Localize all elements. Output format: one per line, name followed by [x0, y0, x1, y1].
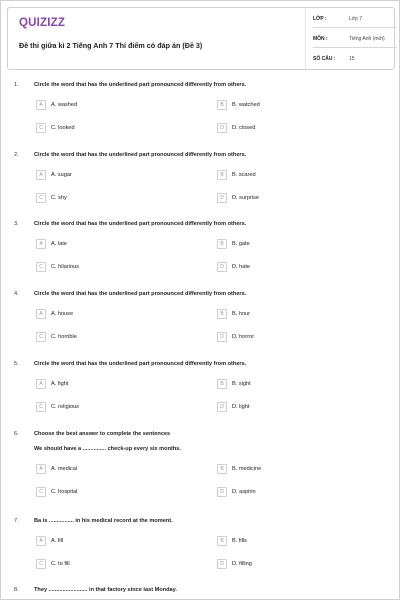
- option-letter-box[interactable]: C: [36, 123, 46, 133]
- option-letter-box[interactable]: A: [36, 100, 46, 110]
- question-number: 8.: [14, 587, 19, 593]
- option-text: B. fills: [232, 537, 247, 544]
- option-text: C. looked: [51, 124, 75, 131]
- meta-value: 15: [349, 56, 355, 62]
- option-letter-box[interactable]: B: [217, 239, 227, 249]
- question-number: 5.: [14, 361, 19, 367]
- question-number: 6.: [14, 431, 19, 437]
- option-letter-box[interactable]: D: [217, 402, 227, 412]
- option-letter-box[interactable]: D: [217, 332, 227, 342]
- question-text: They ......................... in that factory since last Monday.: [34, 587, 177, 593]
- option-letter-box[interactable]: C: [36, 487, 46, 497]
- option-letter-box[interactable]: C: [36, 262, 46, 272]
- meta-panel: [305, 8, 396, 71]
- option-text: A. sugar: [51, 171, 72, 178]
- option-letter-box[interactable]: A: [36, 536, 46, 546]
- meta-row-class: [313, 8, 397, 28]
- option-text: B. sight: [232, 380, 251, 387]
- option-text: A. fill: [51, 537, 64, 544]
- option-text: D. aspirin: [232, 488, 256, 495]
- option-letter-box[interactable]: A: [36, 170, 46, 180]
- question-text: Ba is ................ in his medical record at the moment.: [34, 518, 173, 524]
- question-number: 1.: [14, 82, 19, 88]
- option-letter-box[interactable]: D: [217, 123, 227, 133]
- option-text: D. filling: [232, 560, 252, 567]
- option-text: D. hate: [232, 263, 251, 270]
- option-letter-box[interactable]: B: [217, 536, 227, 546]
- option-text: B. hour: [232, 310, 251, 317]
- option-letter-box[interactable]: A: [36, 379, 46, 389]
- meta-row-count: [313, 48, 397, 68]
- option-text: D. surprise: [232, 194, 260, 201]
- option-letter-box[interactable]: D: [217, 262, 227, 272]
- option-letter-box[interactable]: A: [36, 239, 46, 249]
- option-letter-box[interactable]: B: [217, 309, 227, 319]
- meta-value: Tiếng Anh (mới): [349, 36, 385, 42]
- question-number: 2.: [14, 152, 19, 158]
- quizizz-logo[interactable]: QUIZIZZ: [19, 17, 66, 29]
- worksheet-title: Đề thi giữa kì 2 Tiếng Anh 7 Thí điểm có đáp án (Đề 3): [19, 41, 203, 50]
- question-text: Circle the word that has the underlined part pronounced differently from others.: [34, 221, 247, 227]
- option-letter-box[interactable]: D: [217, 559, 227, 569]
- option-text: C. horrible: [51, 333, 77, 340]
- question-text: Circle the word that has the underlined part pronounced differently from others.: [34, 361, 247, 367]
- option-text: C. to fill: [51, 560, 70, 567]
- option-text: A. medical: [51, 465, 78, 472]
- question-number: 7.: [14, 518, 19, 524]
- option-letter-box[interactable]: B: [217, 100, 227, 110]
- question-number: 3.: [14, 221, 19, 227]
- option-text: C. shy: [51, 194, 67, 201]
- option-text: B. watched: [232, 101, 260, 108]
- question-text: Circle the word that has the underlined part pronounced differently from others.: [34, 291, 247, 297]
- option-letter-box[interactable]: B: [217, 464, 227, 474]
- worksheet-header: [7, 7, 395, 70]
- question-text: Choose the best answer to complete the sentences: [34, 431, 171, 437]
- option-letter-box[interactable]: D: [217, 487, 227, 497]
- option-text: A. fight: [51, 380, 69, 387]
- meta-label: LỚP :: [313, 16, 327, 22]
- option-letter-box[interactable]: B: [217, 170, 227, 180]
- option-letter-box[interactable]: A: [36, 464, 46, 474]
- option-text: C. hospital: [51, 488, 78, 495]
- meta-value: Lớp 7: [349, 16, 363, 22]
- option-text: A. house: [51, 310, 74, 317]
- question-prompt: We should have a ............... check-up every six months.: [34, 446, 181, 452]
- option-text: A. washed: [51, 101, 78, 108]
- meta-row-subject: [313, 28, 397, 48]
- option-letter-box[interactable]: A: [36, 309, 46, 319]
- option-text: B. scared: [232, 171, 256, 178]
- option-text: A. late: [51, 240, 67, 247]
- meta-label: MÔN :: [313, 36, 328, 42]
- option-text: D. horror: [232, 333, 255, 340]
- option-letter-box[interactable]: B: [217, 379, 227, 389]
- option-letter-box[interactable]: C: [36, 332, 46, 342]
- option-text: D. closed: [232, 124, 256, 131]
- meta-label: SỐ CÂU :: [313, 56, 336, 62]
- option-text: C. religious: [51, 403, 79, 410]
- question-text: Circle the word that has the underlined part pronounced differently from others.: [34, 82, 247, 88]
- option-text: B. gate: [232, 240, 250, 247]
- option-letter-box[interactable]: D: [217, 193, 227, 203]
- option-letter-box[interactable]: C: [36, 559, 46, 569]
- option-text: C. hilarious: [51, 263, 79, 270]
- question-text: Circle the word that has the underlined part pronounced differently from others.: [34, 152, 247, 158]
- option-letter-box[interactable]: C: [36, 193, 46, 203]
- option-letter-box[interactable]: C: [36, 402, 46, 412]
- question-number: 4.: [14, 291, 19, 297]
- option-text: B. medicine: [232, 465, 262, 472]
- option-text: D. light: [232, 403, 250, 410]
